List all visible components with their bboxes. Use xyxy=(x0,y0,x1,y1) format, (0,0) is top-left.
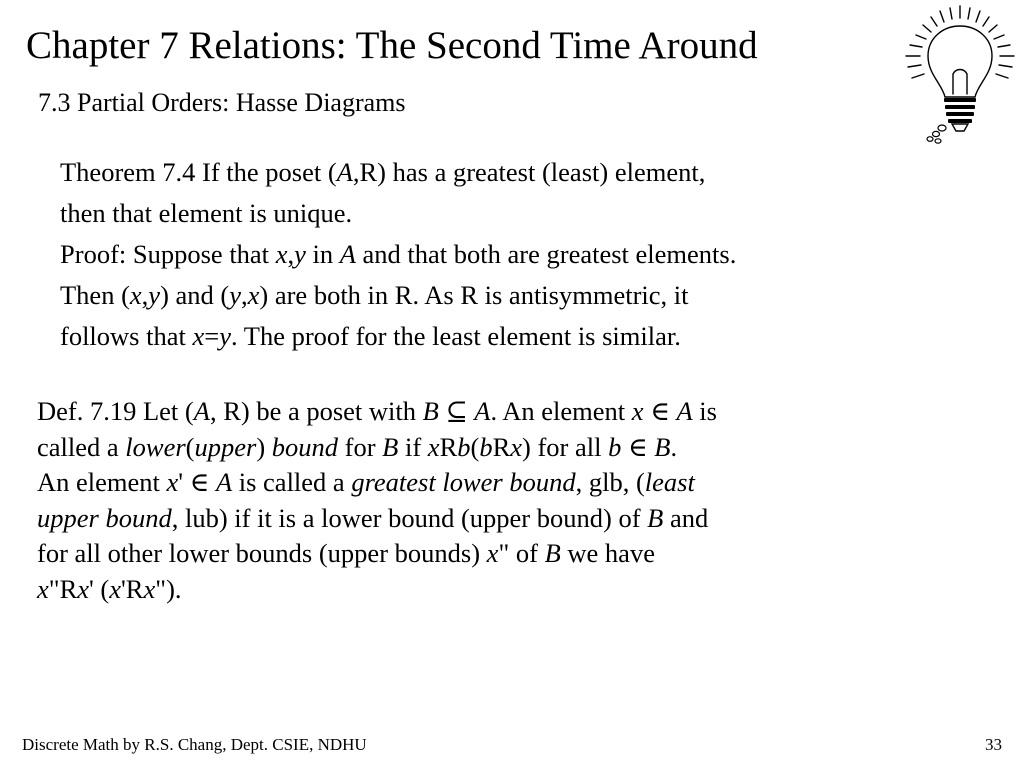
slide-subtitle: 7.3 Partial Orders: Hasse Diagrams xyxy=(38,88,406,117)
definition-line: x"Rx' (x'Rx"). xyxy=(37,573,182,604)
definition-line: An element x' ∈ A is called a greatest lower bound, glb, (least xyxy=(37,467,695,498)
lightbulb-icon xyxy=(898,2,1022,148)
theorem-line: Theorem 7.4 If the poset (A,R) has a greatest (least) element, xyxy=(60,157,706,187)
proof-line: Then (x,y) and (y,x) are both in R. As R is antisymmetric, it xyxy=(60,280,689,310)
theorem-line: then that element is unique. xyxy=(60,198,353,228)
definition-block xyxy=(37,394,957,608)
definition-line: for all other lower bounds (upper bounds) x" of B we have xyxy=(37,538,655,569)
definition-line: called a lower(upper) bound for B if xRb(bRx) for all b ∈ B. xyxy=(37,431,678,462)
proof-line: Proof: Suppose that x,y in A and that both are greatest elements. xyxy=(60,239,737,269)
footer-credit: Discrete Math by R.S. Chang, Dept. CSIE, NDHU xyxy=(22,735,367,754)
theorem-block xyxy=(60,152,960,357)
proof-line: follows that x=y. The proof for the least element is similar. xyxy=(60,321,681,351)
page-number: 33 xyxy=(985,735,1002,754)
slide-title: Chapter 7 Relations: The Second Time Around xyxy=(26,24,758,67)
definition-line: upper bound, lub) if it is a lower bound (upper bound) of B and xyxy=(37,502,709,533)
definition-line: Def. 7.19 Let (A, R) be a poset with B ⊆ A. An element x ∈ A is xyxy=(37,396,717,426)
